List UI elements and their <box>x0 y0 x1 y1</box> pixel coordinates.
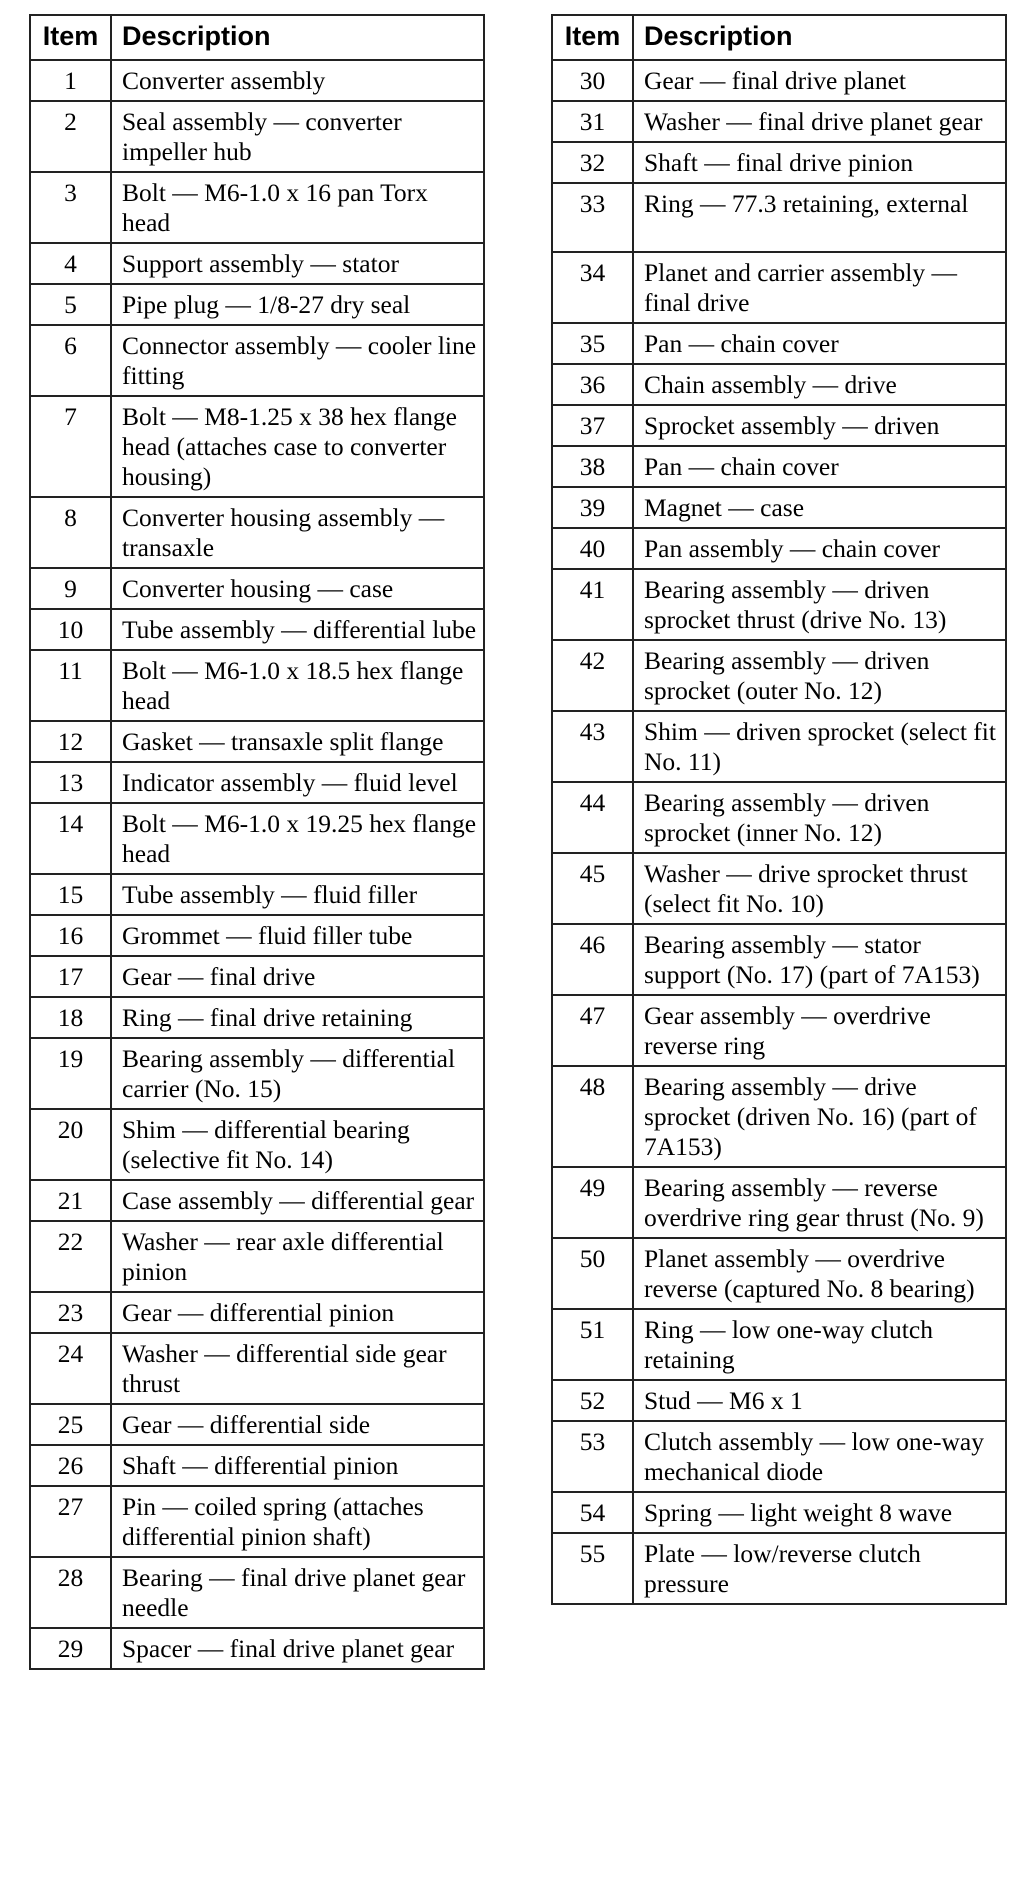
item-number-cell: 55 <box>552 1533 633 1604</box>
table-row <box>30 1628 484 1669</box>
item-description-cell: Ring — final drive retaining <box>111 997 484 1038</box>
item-description-cell: Support assembly — stator <box>111 243 484 284</box>
table-row <box>30 1445 484 1486</box>
item-number-cell: 9 <box>30 568 111 609</box>
item-description-cell: Shaft — differential pinion <box>111 1445 484 1486</box>
item-number-cell: 42 <box>552 640 633 711</box>
table-row <box>30 915 484 956</box>
item-description-cell: Bolt — M6-1.0 x 19.25 hex flange head <box>111 803 484 874</box>
item-number-cell: 12 <box>30 721 111 762</box>
table-row <box>30 1038 484 1109</box>
table-row <box>30 396 484 497</box>
header-row <box>552 15 1006 60</box>
item-number-cell: 39 <box>552 487 633 528</box>
item-number-cell: 3 <box>30 172 111 243</box>
item-description-cell: Pin — coiled spring (attaches differential pinion shaft) <box>111 1486 484 1557</box>
item-description-cell: Gear — differential pinion <box>111 1292 484 1333</box>
item-number-cell: 13 <box>30 762 111 803</box>
table-row <box>30 60 484 101</box>
table-row <box>552 183 1006 252</box>
item-number-cell: 26 <box>30 1445 111 1486</box>
parts-table-right <box>551 14 1007 1605</box>
item-number-cell: 49 <box>552 1167 633 1238</box>
table-row <box>552 1492 1006 1533</box>
item-description-cell: Gasket — transaxle split flange <box>111 721 484 762</box>
item-number-cell: 36 <box>552 364 633 405</box>
item-number-cell: 8 <box>30 497 111 568</box>
item-description-cell: Ring — 77.3 retaining, external <box>633 183 1006 252</box>
item-number-cell: 10 <box>30 609 111 650</box>
item-description-cell: Plate — low/reverse clutch pressure <box>633 1533 1006 1604</box>
table-row <box>30 325 484 396</box>
item-number-cell: 4 <box>30 243 111 284</box>
item-description-cell: Pipe plug — 1/8-27 dry seal <box>111 284 484 325</box>
item-description-cell: Gear assembly — overdrive reverse ring <box>633 995 1006 1066</box>
item-number-cell: 54 <box>552 1492 633 1533</box>
item-description-cell: Bearing assembly — differential carrier (No. 15) <box>111 1038 484 1109</box>
item-description-cell: Tube assembly — differential lube <box>111 609 484 650</box>
item-description-cell: Gear — final drive planet <box>633 60 1006 101</box>
item-description-cell: Spacer — final drive planet gear <box>111 1628 484 1669</box>
table-row <box>552 528 1006 569</box>
item-number-cell: 45 <box>552 853 633 924</box>
item-number-cell: 16 <box>30 915 111 956</box>
table-row <box>30 956 484 997</box>
item-column-header: Item <box>552 15 633 60</box>
item-number-cell: 15 <box>30 874 111 915</box>
table-row <box>552 1066 1006 1167</box>
table-row <box>30 1180 484 1221</box>
table-row <box>552 569 1006 640</box>
table-row <box>30 497 484 568</box>
item-number-cell: 6 <box>30 325 111 396</box>
table-row <box>30 568 484 609</box>
item-description-cell: Shaft — final drive pinion <box>633 142 1006 183</box>
item-number-cell: 46 <box>552 924 633 995</box>
item-description-cell: Pan — chain cover <box>633 446 1006 487</box>
table-row <box>30 172 484 243</box>
table-row <box>552 924 1006 995</box>
item-description-cell: Stud — M6 x 1 <box>633 1380 1006 1421</box>
item-description-cell: Washer — rear axle differential pinion <box>111 1221 484 1292</box>
table-row <box>30 874 484 915</box>
item-number-cell: 21 <box>30 1180 111 1221</box>
item-description-cell: Ring — low one-way clutch retaining <box>633 1309 1006 1380</box>
item-description-cell: Spring — light weight 8 wave <box>633 1492 1006 1533</box>
item-number-cell: 11 <box>30 650 111 721</box>
table-row <box>552 640 1006 711</box>
item-number-cell: 38 <box>552 446 633 487</box>
item-description-cell: Bolt — M6-1.0 x 16 pan Torx head <box>111 172 484 243</box>
item-number-cell: 22 <box>30 1221 111 1292</box>
item-number-cell: 2 <box>30 101 111 172</box>
item-number-cell: 23 <box>30 1292 111 1333</box>
table-row <box>30 650 484 721</box>
item-number-cell: 41 <box>552 569 633 640</box>
table-row <box>552 1421 1006 1492</box>
item-description-cell: Bearing assembly — driven sprocket thrust (drive No. 13) <box>633 569 1006 640</box>
item-description-cell: Washer — final drive planet gear <box>633 101 1006 142</box>
item-description-cell: Connector assembly — cooler line fitting <box>111 325 484 396</box>
table-row <box>552 487 1006 528</box>
table-row <box>30 243 484 284</box>
table-row <box>552 853 1006 924</box>
item-number-cell: 48 <box>552 1066 633 1167</box>
item-number-cell: 5 <box>30 284 111 325</box>
item-number-cell: 17 <box>30 956 111 997</box>
header-row <box>30 15 484 60</box>
item-number-cell: 29 <box>30 1628 111 1669</box>
item-number-cell: 35 <box>552 323 633 364</box>
item-number-cell: 19 <box>30 1038 111 1109</box>
item-number-cell: 30 <box>552 60 633 101</box>
item-number-cell: 53 <box>552 1421 633 1492</box>
item-description-cell: Bolt — M6-1.0 x 18.5 hex flange head <box>111 650 484 721</box>
table-row <box>552 1380 1006 1421</box>
item-number-cell: 43 <box>552 711 633 782</box>
item-number-cell: 31 <box>552 101 633 142</box>
table-row <box>552 323 1006 364</box>
table-row <box>30 1292 484 1333</box>
item-description-cell: Shim — driven sprocket (select fit No. 11) <box>633 711 1006 782</box>
table-row <box>30 1557 484 1628</box>
item-description-cell: Gear — final drive <box>111 956 484 997</box>
item-number-cell: 27 <box>30 1486 111 1557</box>
item-description-cell: Magnet — case <box>633 487 1006 528</box>
table-row <box>30 1221 484 1292</box>
table-row <box>552 1309 1006 1380</box>
item-number-cell: 24 <box>30 1333 111 1404</box>
item-description-cell: Bearing assembly — stator support (No. 17) (part of 7A153) <box>633 924 1006 995</box>
item-description-cell: Chain assembly — drive <box>633 364 1006 405</box>
item-number-cell: 47 <box>552 995 633 1066</box>
item-number-cell: 7 <box>30 396 111 497</box>
table-row <box>552 405 1006 446</box>
parts-table-left <box>29 14 485 1670</box>
item-description-cell: Sprocket assembly — driven <box>633 405 1006 446</box>
item-description-cell: Planet assembly — overdrive reverse (captured No. 8 bearing) <box>633 1238 1006 1309</box>
table-row <box>552 364 1006 405</box>
item-number-cell: 1 <box>30 60 111 101</box>
item-description-cell: Case assembly — differential gear <box>111 1180 484 1221</box>
item-description-cell: Planet and carrier assembly — final drive <box>633 252 1006 323</box>
item-number-cell: 51 <box>552 1309 633 1380</box>
item-description-cell: Pan — chain cover <box>633 323 1006 364</box>
item-number-cell: 28 <box>30 1557 111 1628</box>
table-row <box>552 995 1006 1066</box>
item-description-cell: Gear — differential side <box>111 1404 484 1445</box>
item-description-cell: Bearing assembly — driven sprocket (inner No. 12) <box>633 782 1006 853</box>
table-row <box>552 142 1006 183</box>
description-column-header: Description <box>111 15 484 60</box>
item-description-cell: Clutch assembly — low one-way mechanical diode <box>633 1421 1006 1492</box>
item-description-cell: Seal assembly — converter impeller hub <box>111 101 484 172</box>
table-row <box>30 997 484 1038</box>
table-row <box>30 284 484 325</box>
item-description-cell: Pan assembly — chain cover <box>633 528 1006 569</box>
table-row <box>30 1109 484 1180</box>
item-description-cell: Bearing assembly — drive sprocket (driven No. 16) (part of 7A153) <box>633 1066 1006 1167</box>
table-row <box>552 711 1006 782</box>
item-description-cell: Indicator assembly — fluid level <box>111 762 484 803</box>
table-row <box>30 1333 484 1404</box>
item-description-cell: Grommet — fluid filler tube <box>111 915 484 956</box>
item-description-cell: Bearing assembly — driven sprocket (outer No. 12) <box>633 640 1006 711</box>
item-description-cell: Bolt — M8-1.25 x 38 hex flange head (attaches case to converter housing) <box>111 396 484 497</box>
item-number-cell: 33 <box>552 183 633 252</box>
item-number-cell: 50 <box>552 1238 633 1309</box>
item-number-cell: 34 <box>552 252 633 323</box>
table-row <box>30 101 484 172</box>
table-row <box>30 609 484 650</box>
table-row <box>30 1404 484 1445</box>
item-description-cell: Tube assembly — fluid filler <box>111 874 484 915</box>
table-row <box>552 1238 1006 1309</box>
item-description-cell: Converter assembly <box>111 60 484 101</box>
item-number-cell: 52 <box>552 1380 633 1421</box>
table-row <box>552 101 1006 142</box>
table-row <box>552 1533 1006 1604</box>
item-number-cell: 14 <box>30 803 111 874</box>
item-number-cell: 32 <box>552 142 633 183</box>
item-description-cell: Washer — drive sprocket thrust (select fit No. 10) <box>633 853 1006 924</box>
item-number-cell: 25 <box>30 1404 111 1445</box>
item-description-cell: Bearing assembly — reverse overdrive ring gear thrust (No. 9) <box>633 1167 1006 1238</box>
item-description-cell: Converter housing assembly — transaxle <box>111 497 484 568</box>
item-number-cell: 40 <box>552 528 633 569</box>
table-row <box>30 1486 484 1557</box>
table-row <box>552 252 1006 323</box>
table-row <box>30 721 484 762</box>
item-number-cell: 18 <box>30 997 111 1038</box>
table-row <box>552 782 1006 853</box>
item-number-cell: 37 <box>552 405 633 446</box>
item-column-header: Item <box>30 15 111 60</box>
item-description-cell: Converter housing — case <box>111 568 484 609</box>
item-description-cell: Shim — differential bearing (selective fit No. 14) <box>111 1109 484 1180</box>
item-number-cell: 20 <box>30 1109 111 1180</box>
item-description-cell: Washer — differential side gear thrust <box>111 1333 484 1404</box>
table-row <box>30 762 484 803</box>
table-row <box>552 60 1006 101</box>
table-row <box>30 803 484 874</box>
table-row <box>552 1167 1006 1238</box>
table-row <box>552 446 1006 487</box>
description-column-header: Description <box>633 15 1006 60</box>
item-number-cell: 44 <box>552 782 633 853</box>
item-description-cell: Bearing — final drive planet gear needle <box>111 1557 484 1628</box>
